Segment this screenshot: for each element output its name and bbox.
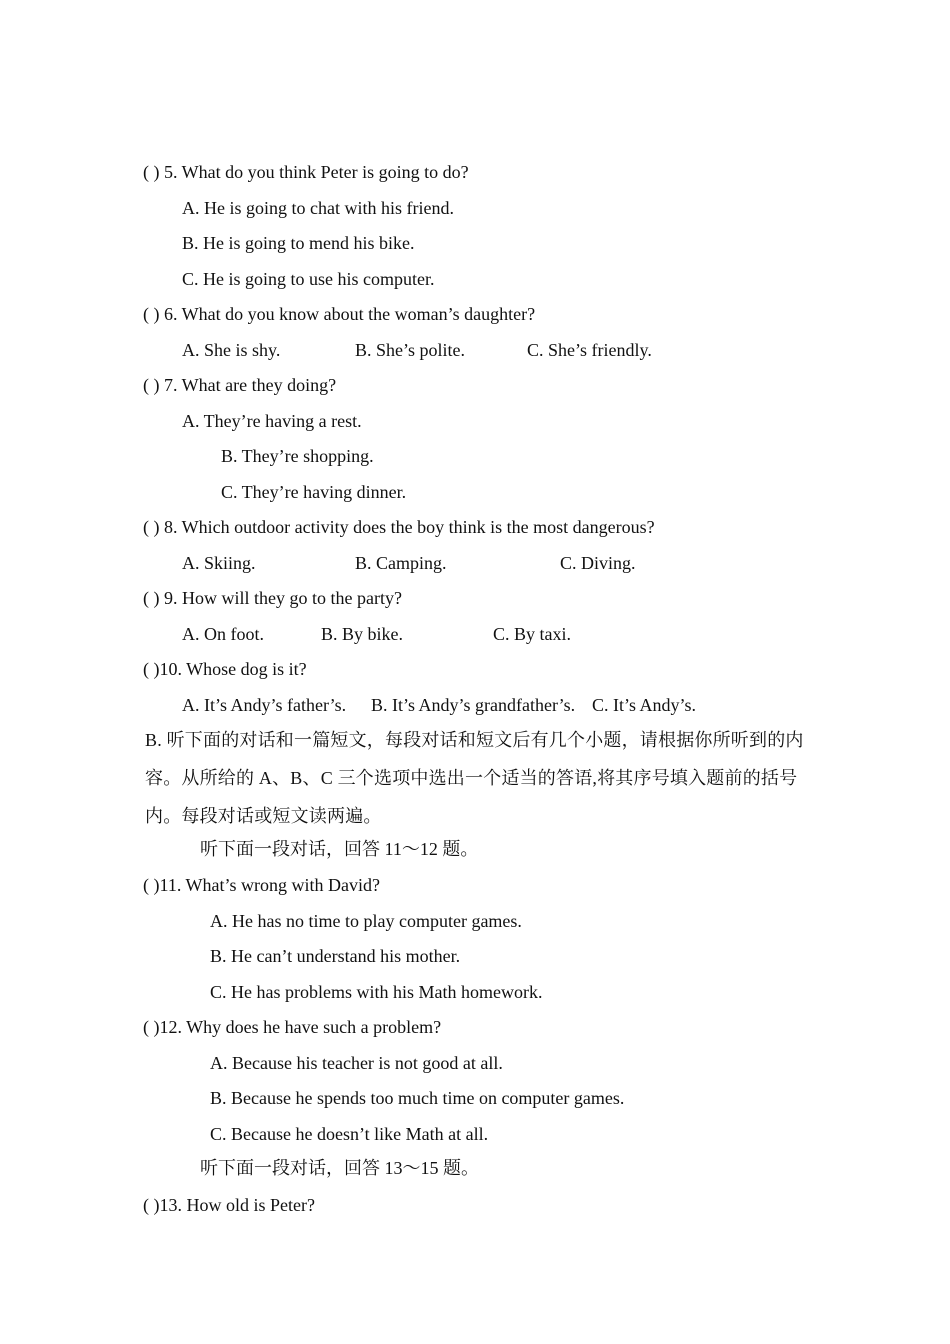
option-a: A. It’s Andy’s father’s. xyxy=(182,695,347,715)
option-b: B. It’s Andy’s grandfather’s. xyxy=(371,695,576,715)
option-b: B. Camping. xyxy=(355,553,447,573)
option-c: C. By taxi. xyxy=(493,624,572,644)
option-c: C. Because he doesn’t like Math at all. xyxy=(210,1124,489,1144)
question-stem: ( )13. How old is Peter? xyxy=(143,1195,315,1215)
question-stem: ( ) 8. Which outdoor activity does the boy think is the most dangerous? xyxy=(143,517,655,537)
question-stem: ( ) 9. How will they go to the party? xyxy=(143,588,402,608)
option-a: A. On foot. xyxy=(182,624,264,644)
option-c: C. They’re having dinner. xyxy=(221,482,407,502)
option-c: C. Diving. xyxy=(560,553,636,573)
option-c: C. He is going to use his computer. xyxy=(182,269,435,289)
option-a: A. They’re having a rest. xyxy=(182,411,362,431)
option-b: B. By bike. xyxy=(321,624,404,644)
option-b: B. She’s polite. xyxy=(355,340,466,360)
dialogue-intro: 听下面一段对话，回答 13～15 题。 xyxy=(200,1158,479,1178)
option-a: A. He is going to chat with his friend. xyxy=(182,198,454,218)
section-b-instruction: B. 听下面的对话和一篇短文，每段对话和短文后有几个小题，请根据你所听到的内容。从所给的 A、B、C 三个选项中选出一个适当的答语,将其序号填入题前的括号内。每段对话或短文读两遍。 xyxy=(145,730,804,826)
option-c: C. She’s friendly. xyxy=(527,340,652,360)
option-b: B. He can’t understand his mother. xyxy=(210,946,461,966)
option-a: A. He has no time to play computer games. xyxy=(210,911,522,931)
option-b: B. They’re shopping. xyxy=(221,446,374,466)
dialogue-intro: 听下面一段对话，回答 11～12 题。 xyxy=(200,839,479,859)
question-stem: ( ) 6. What do you know about the woman’s daughter? xyxy=(143,304,536,324)
option-b: B. He is going to mend his bike. xyxy=(182,233,415,253)
question-stem: ( )10. Whose dog is it? xyxy=(143,659,307,679)
question-stem: ( ) 5. What do you think Peter is going to do? xyxy=(143,162,469,182)
option-b: B. Because he spends too much time on computer games. xyxy=(210,1088,625,1108)
option-a: A. She is shy. xyxy=(182,340,281,360)
question-stem: ( )12. Why does he have such a problem? xyxy=(143,1017,442,1037)
question-stem: ( )11. What’s wrong with David? xyxy=(143,875,380,895)
option-a: A. Skiing. xyxy=(182,553,256,573)
question-stem: ( ) 7. What are they doing? xyxy=(143,375,337,395)
option-c: C. He has problems with his Math homework. xyxy=(210,982,543,1002)
option-c: C. It’s Andy’s. xyxy=(592,695,697,715)
option-a: A. Because his teacher is not good at all. xyxy=(210,1053,503,1073)
